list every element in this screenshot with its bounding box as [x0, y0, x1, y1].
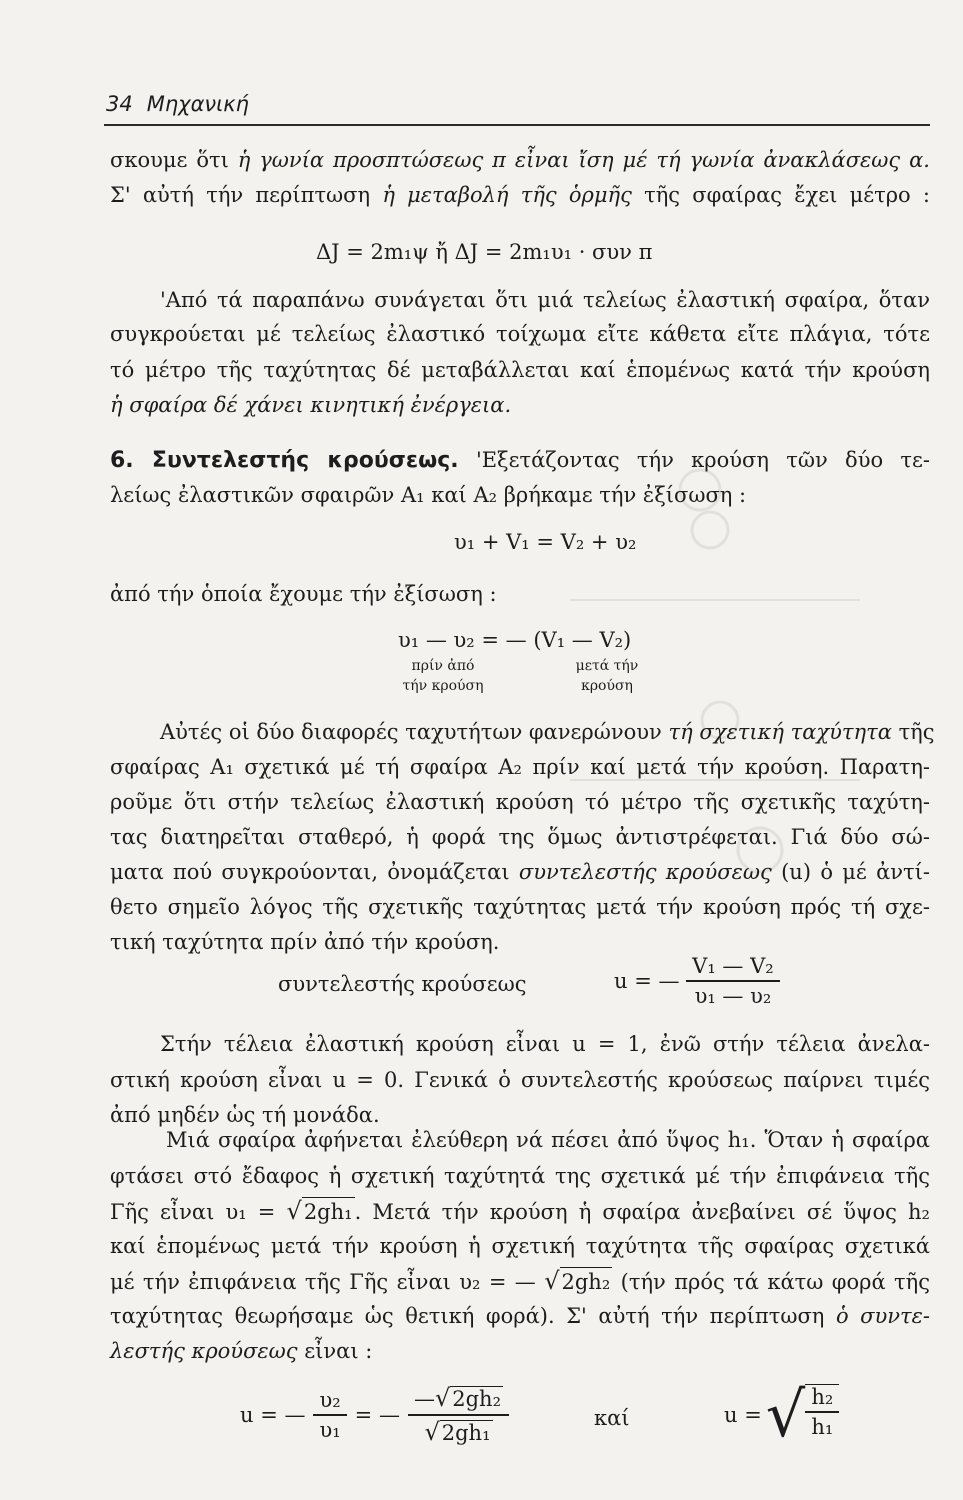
text-line: τική ταχύτητα πρίν ἀπό τήν κρούση. [110, 930, 500, 954]
equation-final: u = — $\frac{\text{υ₂}}{\text{υ₁}}$ = — $\frac{\text{—√2gh₂}}{\text{√2gh₁}}$ [240, 1384, 517, 1446]
text-line: σκουμε ὅτι ἡ γωνία προσπτώσεως π εἶναι ἴση μέ τή γωνία ἀνακλάσεως α. [110, 148, 930, 172]
section-heading: 6. Συντελεστής κρούσεως. [110, 448, 459, 473]
equation-final-root: u = √ $\frac{\text{h₂}}{\text{h₁}}$ [724, 1384, 839, 1446]
text-line: ἡ σφαίρα δέ χάνει κινητική ἐνέργεια. [110, 393, 512, 417]
fraction: $\frac{\text{V₁ — V₂}}{\text{υ₁ — υ₂}}$ [686, 954, 780, 1008]
section-first-line: 6. Συντελεστής κρούσεως. 'Εξετάζοντας τήν κρούση τῶν δύο τε- [110, 448, 930, 473]
text-line: Σ' αὐτή τήν περίπτωση ἡ μεταβολή τῆς ὁρμῆς τῆς σφαίρας ἔχει μέτρο : [110, 183, 930, 207]
running-header [106, 92, 249, 116]
text-line: ἀπό μηδέν ὡς τή μονάδα. [110, 1103, 380, 1127]
text-line: στική κρούση εἶναι u = 0. Γενικά ὁ συντελεστής κρούσεως παίρνει τιμές [110, 1068, 930, 1092]
text-line: Αὐτές οἱ δύο διαφορές ταχυτήτων φανερώνουν τή σχετική ταχύτητα τῆς [160, 720, 935, 744]
text-line: θετο σημεῖο λόγος τῆς σχετικῆς ταχύτητας μετά τήν κρούση πρός τή σχε- [110, 895, 930, 919]
text-line: μέ τήν ἐπιφάνεια τῆς Γῆς εἶναι υ₂ = — √2gh₂ (τήν πρός τά κάτω φορά τῆς [110, 1267, 930, 1295]
equation-coefficient: u = — $\frac{\text{V₁ — V₂}}{\text{υ₁ — υ₂}}$ [614, 954, 780, 1008]
text-line: συγκρούεται μέ τελείως ἐλαστικό τοίχωμα εἴτε κάθετα εἴτε πλάγια, τότε [110, 322, 930, 346]
fraction: $\frac{\text{h₂}}{\text{h₁}}$ [805, 1384, 839, 1439]
text-line: τό μέτρο τῆς ταχύτητας δέ μεταβάλλεται καί ἑπομένως κατά τήν κρούση [110, 358, 930, 382]
coefficient-label: συντελεστής κρούσεως [278, 972, 527, 996]
header-rule [104, 124, 930, 126]
page-number: 34 [106, 92, 133, 116]
label-before-collision: πρίν ἀπό τήν κρούση [402, 658, 484, 694]
text-line: ἀπό τήν ὁποία ἔχουμε τήν ἐξίσωση : [110, 582, 497, 606]
text-line: καί ἑπομένως μετά τήν κρούση ἡ σχετική ταχύτητα τῆς σφαίρας σχετικά [110, 1234, 930, 1258]
text-line: ματα πού συγκρούονται, ὀνομάζεται συντελεστής κρούσεως (u) ὁ μέ ἀντί- [110, 860, 930, 884]
text-line: λείως ἐλαστικῶν σφαιρῶν A₁ καί A₂ βρήκαμε τήν ἐξίσωση : [110, 483, 747, 507]
text-line: ροῦμε ὅτι στήν τελείως ἐλαστική κρούση τό μέτρο τῆς σχετικῆς ταχύτη- [110, 790, 930, 814]
fraction: $\frac{\text{—√2gh₂}}{\text{√2gh₁}}$ [408, 1384, 509, 1446]
equation-momentum-change: ΔJ = 2m₁ψ ἤ ΔJ = 2m₁υ₁ · συν π [316, 240, 653, 264]
text-line: Στήν τέλεια ἐλαστική κρούση εἶναι u = 1, ἐνῶ στήν τέλεια ἀνελα- [160, 1032, 930, 1056]
text-line: Γῆς εἶναι υ₁ = √2gh₁. Μετά τήν κρούση ἡ σφαίρα ἀνεβαίνει σέ ὕψος h₂ [110, 1197, 930, 1225]
equation-velocity-sum: υ₁ + V₁ = V₂ + υ₂ [454, 530, 637, 554]
text-line: 'Από τά παραπάνω συνάγεται ὅτι μιά τελείως ἐλαστική σφαίρα, ὅταν [160, 288, 930, 312]
text-line: φτάσει στό ἔδαφος ἡ σχετική ταχύτητά της σχετικά μέ τήν ἐπιφάνεια τῆς [110, 1164, 930, 1188]
fraction: $\frac{\text{υ₂}}{\text{υ₁}}$ [313, 1388, 346, 1442]
text-line: Μιά σφαίρα ἀφήνεται ἐλεύθερη νά πέσει ἀπό ὕψος h₁. Ὅταν ἡ σφαίρα [166, 1128, 930, 1152]
equation-velocity-difference: υ₁ — υ₂ = — (V₁ — V₂) [398, 628, 632, 652]
text-line: ταχύτητας θεωρήσαμε ὡς θετική φορά). Σ' αὐτή τήν περίπτωση ὁ συντε- [110, 1304, 930, 1328]
text-line: σφαίρας A₁ σχετικά μέ τή σφαίρα A₂ πρίν καί μετά τήν κρούση. Παρατη- [110, 755, 930, 779]
text-line: τας διατηρεῖται σταθερό, ἡ φορά της ὅμως ἀντιστρέφεται. Γιά δύο σώ- [110, 825, 930, 849]
book-title: Μηχανική [146, 92, 249, 116]
label-after-collision: μετά τήν κρούση [575, 658, 639, 694]
conjunction: καί [594, 1406, 630, 1430]
text-line: λεστής κρούσεως εἶναι : [110, 1339, 373, 1363]
